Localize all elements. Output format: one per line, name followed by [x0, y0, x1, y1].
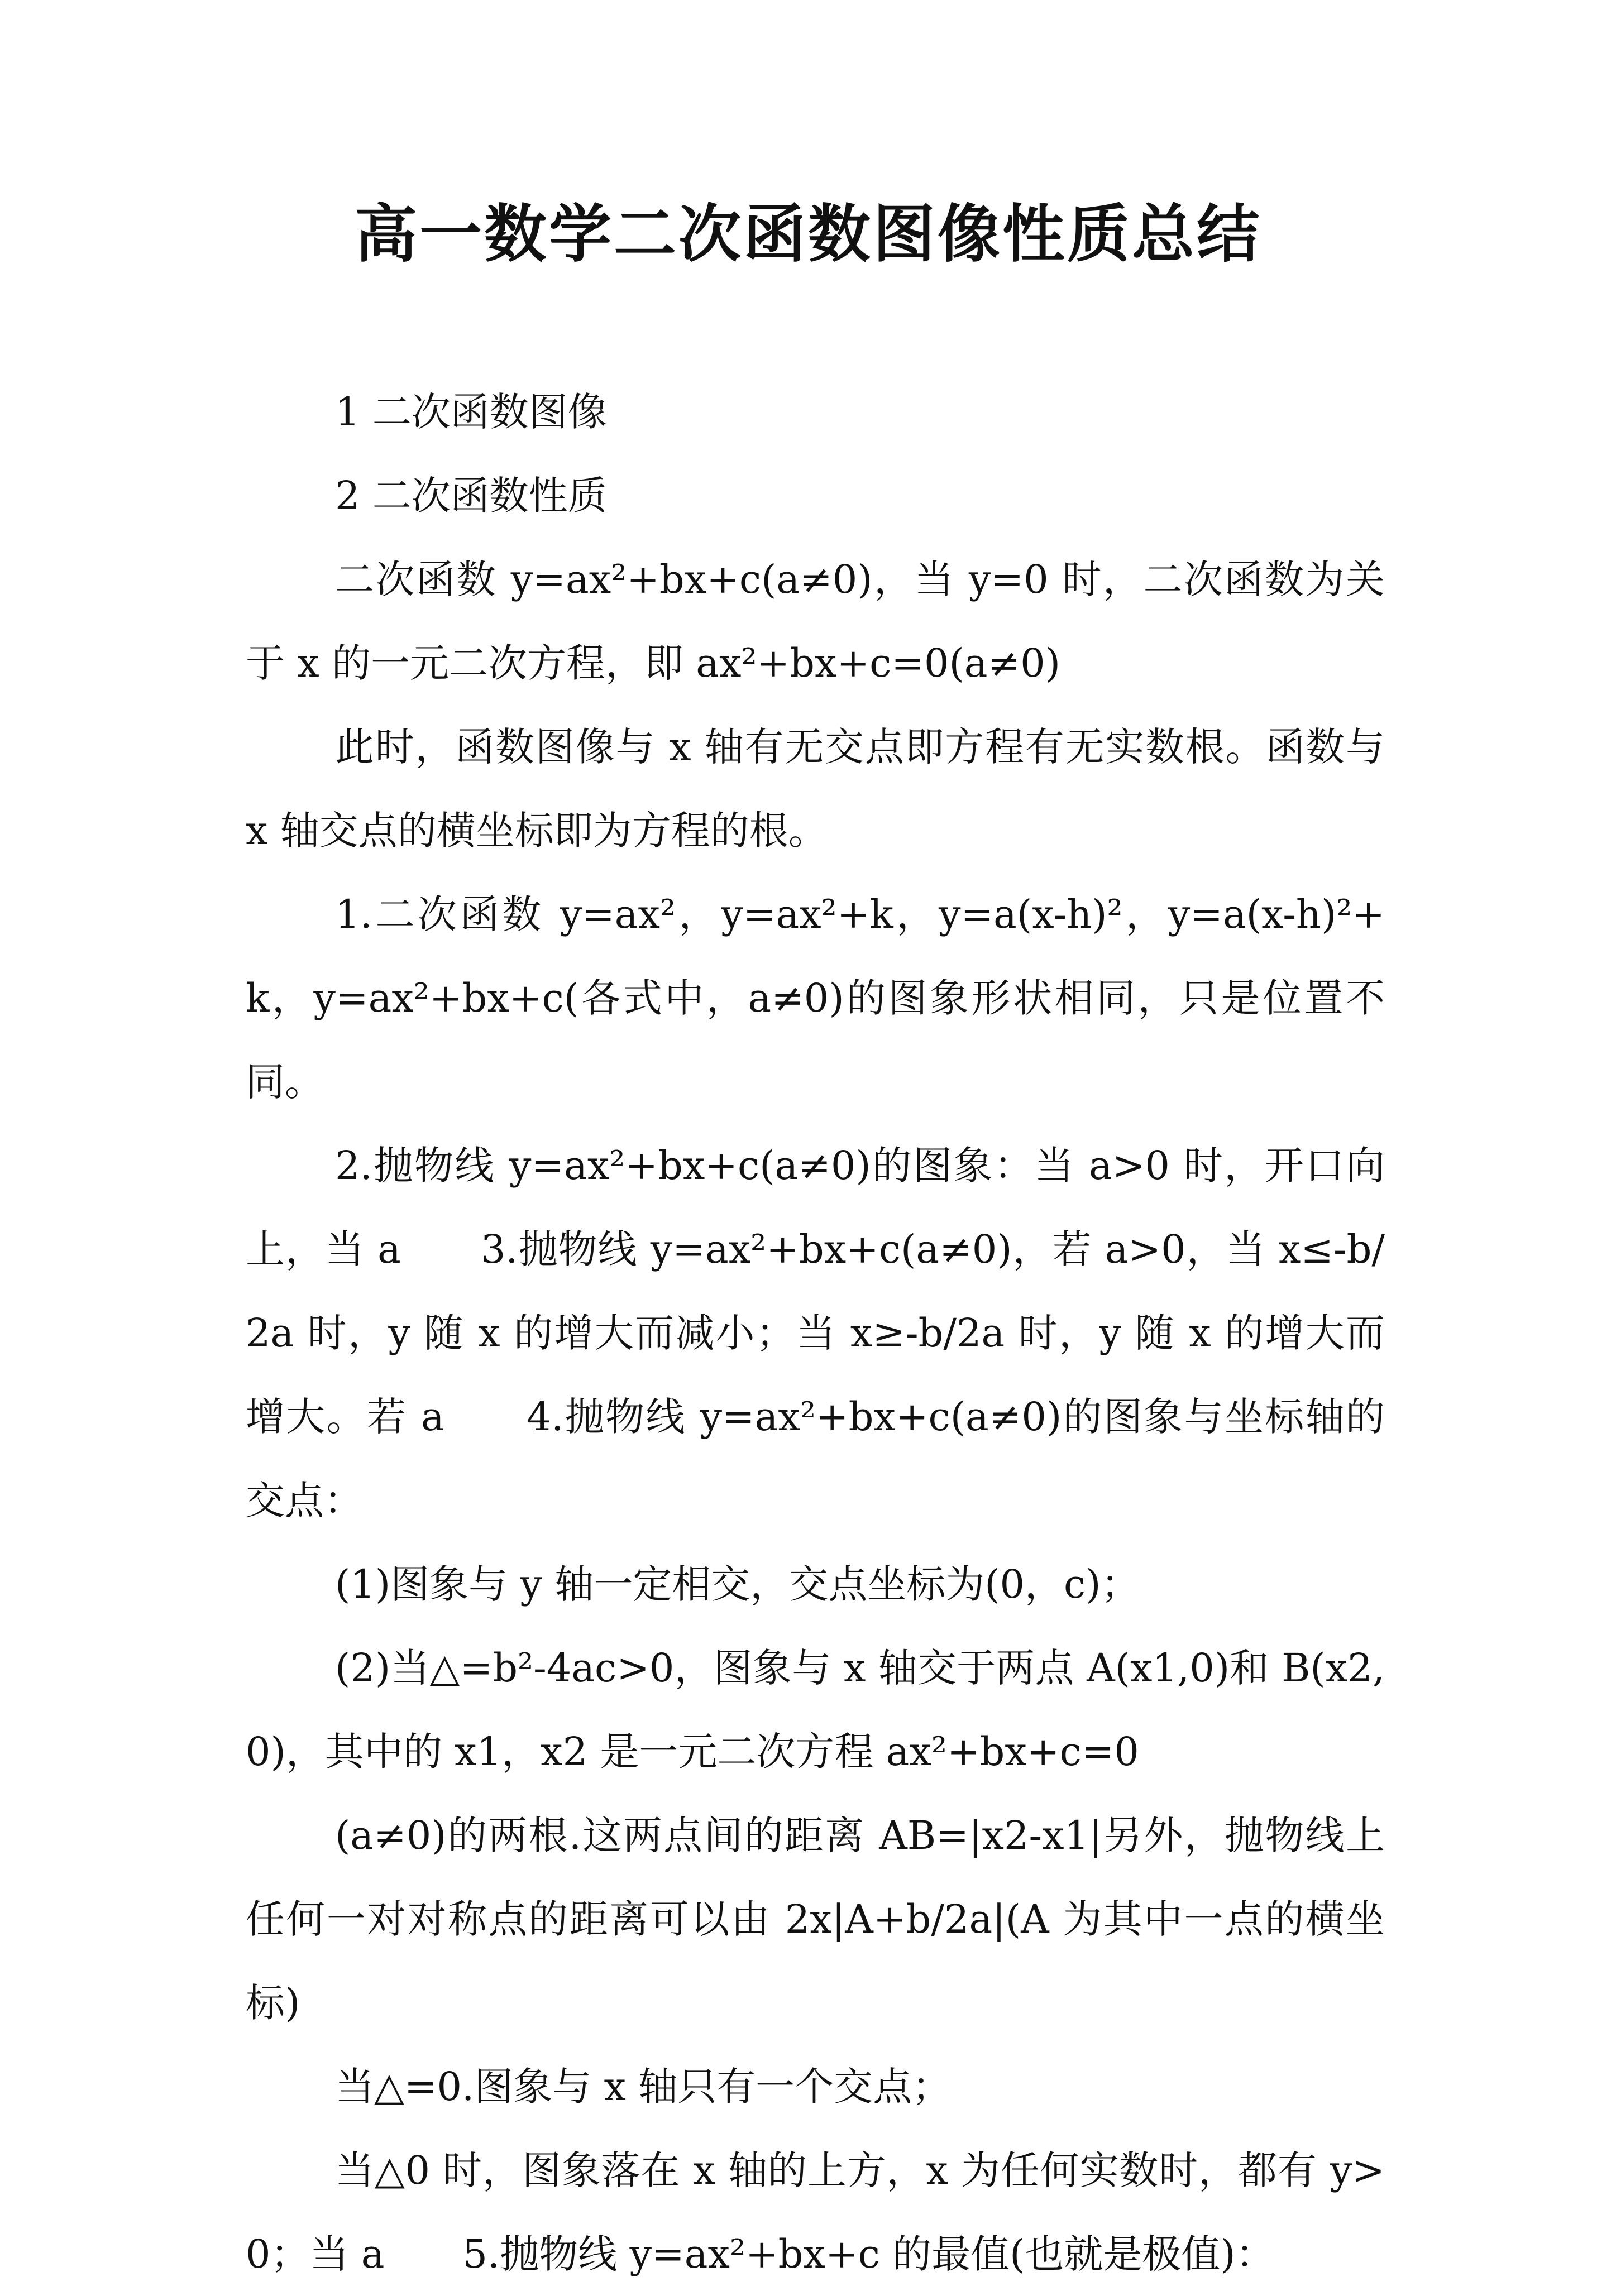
- paragraph-8: (2)当△=b²-4ac>0，图象与 x 轴交于两点 A(x1,0)和 B(x2,0)，其中的 x1，x2 是一元二次方程 ax²+bx+c=0: [246, 1645, 1385, 1775]
- paragraph-4: 此时，函数图像与 x 轴有无交点即方程有无实数根。函数与 x 轴交点的横坐标即为方程的根。: [246, 724, 1385, 854]
- page-title: 高一数学二次函数图像性质总结: [355, 198, 1261, 271]
- paragraph-6: 2.抛物线 y=ax²+bx+c(a≠0)的图象：当 a>0 时，开口向上，当 a 3.抛物线 y=ax²+bx+c(a≠0)，若 a>0，当 x≤-b/2a 时，y 随 x 的增大而减小；当 x≥-b/2a 时，y 随 x 的增大而增大。若 a 4.抛物线 y=ax²+bx+c(a≠0)的图象与坐标轴的交点：: [246, 1143, 1385, 1523]
- paragraph-5: 1.二次函数 y=ax²，y=ax²+k，y=a(x-h)²，y=a(x-h)²+k，y=ax²+bx+c(各式中，a≠0)的图象形状相同，只是位置不同。: [246, 891, 1385, 1105]
- paragraph-1: 1 二次函数图像: [335, 389, 607, 435]
- paragraph-10: 当△=0.图象与 x 轴只有一个交点；: [335, 2064, 952, 2110]
- document-body: [246, 370, 1385, 2296]
- paragraph-3: 二次函数 y=ax²+bx+c(a≠0)，当 y=0 时，二次函数为关于 x 的一元二次方程，即 ax²+bx+c=0(a≠0): [246, 557, 1385, 686]
- paragraph-11: 当△0 时，图象落在 x 轴的上方，x 为任何实数时，都有 y>0；当 a 5.抛物线 y=ax²+bx+c 的最值(也就是极值)：: [246, 2148, 1385, 2277]
- paragraph-9: (a≠0)的两根.这两点间的距离 AB=|x2-x1|另外，抛物线上任何一对对称点的距离可以由 2x|A+b/2a|(A 为其中一点的横坐标): [246, 1813, 1385, 2026]
- paragraph-2: 2 二次函数性质: [335, 473, 607, 519]
- paragraph-7: (1)图象与 y 轴一定相交，交点坐标为(0，c)；: [335, 1561, 1140, 1607]
